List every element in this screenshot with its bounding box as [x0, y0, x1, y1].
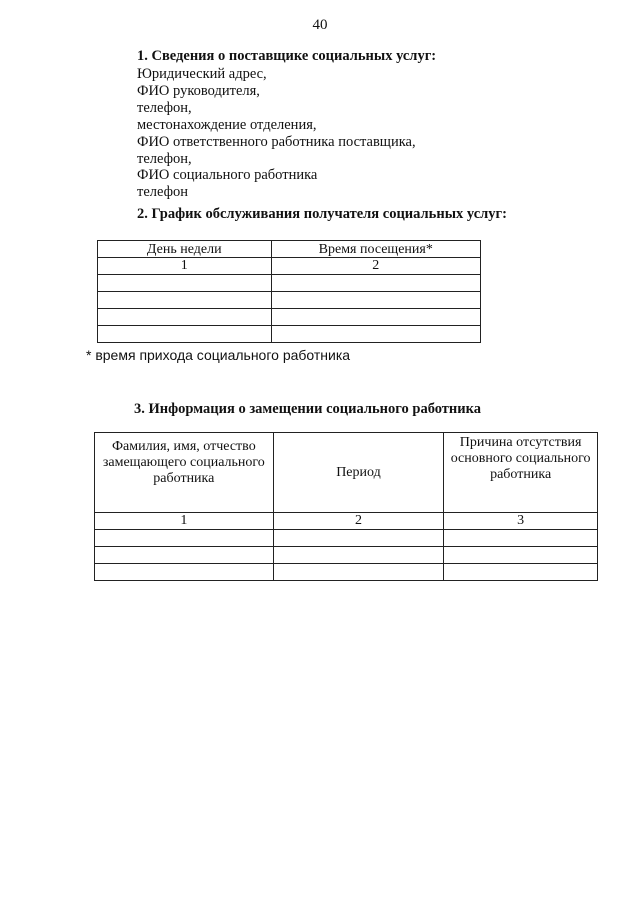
replacement-table: [94, 432, 598, 581]
supplier-info-lines: [137, 66, 416, 201]
empty-cell[interactable]: [98, 275, 272, 292]
table-row: [98, 275, 481, 292]
supplier-info-line: ФИО ответственного работника поставщика,: [137, 133, 416, 150]
supplier-info-line: местонахождение отделения,: [137, 116, 317, 133]
header-cell-period: Период: [273, 433, 444, 513]
supplier-info-line: ФИО социального работника: [137, 167, 318, 184]
empty-cell[interactable]: [98, 309, 272, 326]
empty-cell[interactable]: [95, 530, 274, 547]
empty-cell[interactable]: [271, 275, 481, 292]
table-number-row: [95, 513, 598, 530]
page-number: 40: [312, 17, 328, 33]
empty-cell[interactable]: [95, 564, 274, 581]
empty-cell[interactable]: [95, 547, 274, 564]
header-cell-absence-reason: Причина отсутствия основного социального работника: [444, 433, 598, 513]
column-number-cell: 3: [444, 513, 598, 530]
empty-cell[interactable]: [444, 547, 598, 564]
supplier-info-line: телефон,: [137, 150, 192, 167]
table-number-row: [98, 258, 481, 275]
header-cell-visit-time: Время посещения*: [271, 241, 481, 258]
header-cell-replacement-name: Фамилия, имя, отчество замещающего социального работника: [95, 433, 274, 513]
table-header-row: [98, 241, 481, 258]
empty-cell[interactable]: [273, 547, 444, 564]
supplier-info-line: телефон: [137, 184, 189, 201]
section3-heading: 3. Информация о замещении социального работника: [134, 401, 482, 417]
table-row: [95, 530, 598, 547]
table-row: [98, 326, 481, 343]
empty-cell[interactable]: [98, 326, 272, 343]
table-row: [95, 547, 598, 564]
header-cell-day: День недели: [98, 241, 272, 258]
empty-cell[interactable]: [271, 309, 481, 326]
column-number-cell: 2: [271, 258, 481, 275]
table-row: [98, 292, 481, 309]
section2-heading: 2. График обслуживания получателя социальных услуг:: [137, 206, 507, 222]
empty-cell[interactable]: [271, 292, 481, 309]
schedule-table: [97, 240, 481, 343]
table-row: [98, 309, 481, 326]
empty-cell[interactable]: [271, 326, 481, 343]
footnote: * время прихода социального работника: [86, 347, 351, 363]
column-number-cell: 1: [98, 258, 272, 275]
supplier-info-line: телефон,: [137, 99, 192, 116]
table-row: [95, 564, 598, 581]
empty-cell[interactable]: [98, 292, 272, 309]
supplier-info-line: Юридический адрес,: [137, 66, 267, 82]
empty-cell[interactable]: [444, 564, 598, 581]
section1-heading: 1. Сведения о поставщике социальных услуг:: [137, 48, 437, 64]
table-header-row: [95, 433, 598, 513]
column-number-cell: 1: [95, 513, 274, 530]
supplier-info-line: ФИО руководителя,: [137, 82, 260, 99]
column-number-cell: 2: [273, 513, 444, 530]
empty-cell[interactable]: [273, 530, 444, 547]
empty-cell[interactable]: [273, 564, 444, 581]
empty-cell[interactable]: [444, 530, 598, 547]
